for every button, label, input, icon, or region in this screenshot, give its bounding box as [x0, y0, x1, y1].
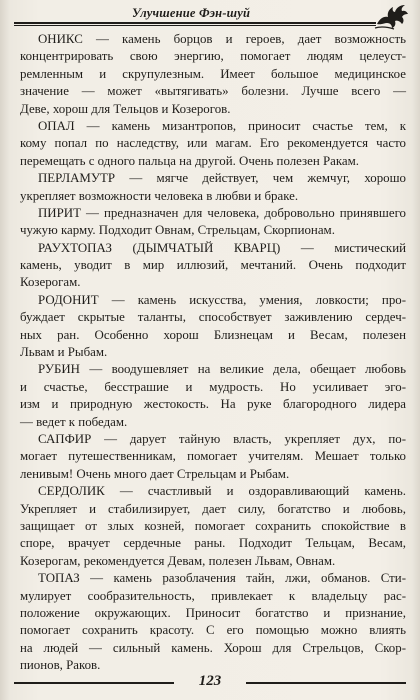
- text-line: ных ран. Особенно хорош Близнецам и Весам, полезен: [20, 327, 406, 342]
- body-text: [20, 31, 406, 674]
- text-line: ПИРИТ — предназначен для человека, добровольно принявшего: [38, 205, 406, 220]
- text-line: ОПАЛ — камень мизантропов, приносит счастье тем, к: [38, 118, 406, 133]
- entry-smoky-quartz: [20, 240, 406, 292]
- text-line: защищает от злых козней, помогает сохранить спокойствие в: [20, 518, 406, 533]
- entry-opal: [20, 118, 406, 170]
- entry-topaz: [20, 570, 406, 674]
- text-line: — ведет к победам.: [20, 414, 128, 429]
- header-title: Улучшение Фэн-шуй: [132, 6, 251, 20]
- text-line: помогает сохранить красоту. С его помощью можно влиять: [20, 623, 406, 638]
- entry-mother-of-pearl: [20, 170, 406, 205]
- text-line: мулирует сообразительность, привлекает к владельцу рас-: [20, 588, 406, 603]
- text-line: положение окружающих. Приносит богатство и признание,: [20, 605, 406, 620]
- entry-carnelian: [20, 483, 406, 570]
- text-line: ленивым! Очень много дает Стрельцам и Рыбам.: [20, 466, 290, 481]
- text-line: ПЕРЛАМУТР — мягче действует, чем жемчуг, хорошо: [38, 171, 406, 186]
- text-line: Укрепляет и стабилизирует, дает силу, богатство и любовь,: [20, 501, 406, 516]
- footer-rule-right: [246, 682, 406, 684]
- text-line: буждает скрытые таланты, способствует заживлению сердеч-: [20, 310, 406, 325]
- text-line: споре, врачует сердечные раны. Подходит Тельцам, Весам,: [20, 536, 406, 551]
- dragon-icon: [374, 2, 410, 30]
- text-line: перемещать с одного пальца на другой. Очень полезен Ракам.: [20, 153, 360, 168]
- text-line: чужую карму. Подходит Овнам, Стрельцам, Скорпионам.: [20, 223, 335, 238]
- text-line: СЕРДОЛИК — счастливый и оздоравливающий камень.: [38, 484, 406, 499]
- text-line: Деве, хорош для Тельцов и Козерогов.: [20, 101, 231, 116]
- text-line: РОДОНИТ — камень искусства, умения, ловкости; про-: [38, 292, 406, 307]
- text-line: значение — может «вытягивать» болезни. Лучше всего —: [20, 84, 406, 99]
- text-line: Львам и Рыбам.: [20, 345, 108, 360]
- text-line: могает путешественникам, помогает учителям. Мешает только: [20, 449, 406, 464]
- entry-rhodonite: [20, 292, 406, 362]
- text-line: кому попал по наследству, или магам. Его рекомендуется часто: [20, 136, 406, 151]
- entry-pyrite: [20, 205, 406, 240]
- text-line: камень, уводит в мир иллюзий, мечтаний. Очень подходит: [20, 258, 406, 273]
- text-line: пионов, Раков.: [20, 658, 101, 673]
- text-line: и счастье, бесстрашие и мудрость. Но усиливает эго-: [20, 379, 406, 394]
- text-line: РУБИН — воодушевляет на великие дела, обещает любовь: [38, 362, 406, 377]
- page-number: 123: [198, 673, 222, 689]
- text-line: изм и природную жестокость. На руке благородного лидера: [20, 397, 406, 412]
- text-line: на людей — сильный камень. Хорош для Стрельцов, Скор-: [20, 640, 406, 655]
- entry-ruby: [20, 361, 406, 431]
- text-line: САПФИР — дарует тайную власть, укрепляет дух, по-: [38, 431, 406, 446]
- text-line: ТОПАЗ — камень разоблачения тайн, лжи, обманов. Сти-: [38, 571, 406, 586]
- text-line: укрепляет возможности человека в любви и браке.: [20, 188, 299, 203]
- header-rule-thin: [14, 25, 376, 26]
- text-line: ремленным и скрупулезным. Имеет большое медицинское: [20, 66, 406, 81]
- text-line: ОНИКС — камень борцов и героев, дает возможность: [38, 32, 406, 46]
- entry-onyx: [20, 31, 406, 118]
- text-line: Козерогам, рекомендуется Девам, полезен Львам, Овнам.: [20, 553, 336, 568]
- entry-sapphire: [20, 431, 406, 483]
- text-line: Козерогам.: [20, 275, 81, 290]
- page-footer: [14, 672, 406, 694]
- text-line: концентрировать свою энергию, помогает людям целеуст-: [20, 49, 406, 64]
- text-line: РАУХТОПАЗ (ДЫМЧАТЫЙ КВАРЦ) — мистический: [38, 240, 406, 255]
- running-header: [14, 4, 410, 26]
- header-rule: [14, 22, 376, 24]
